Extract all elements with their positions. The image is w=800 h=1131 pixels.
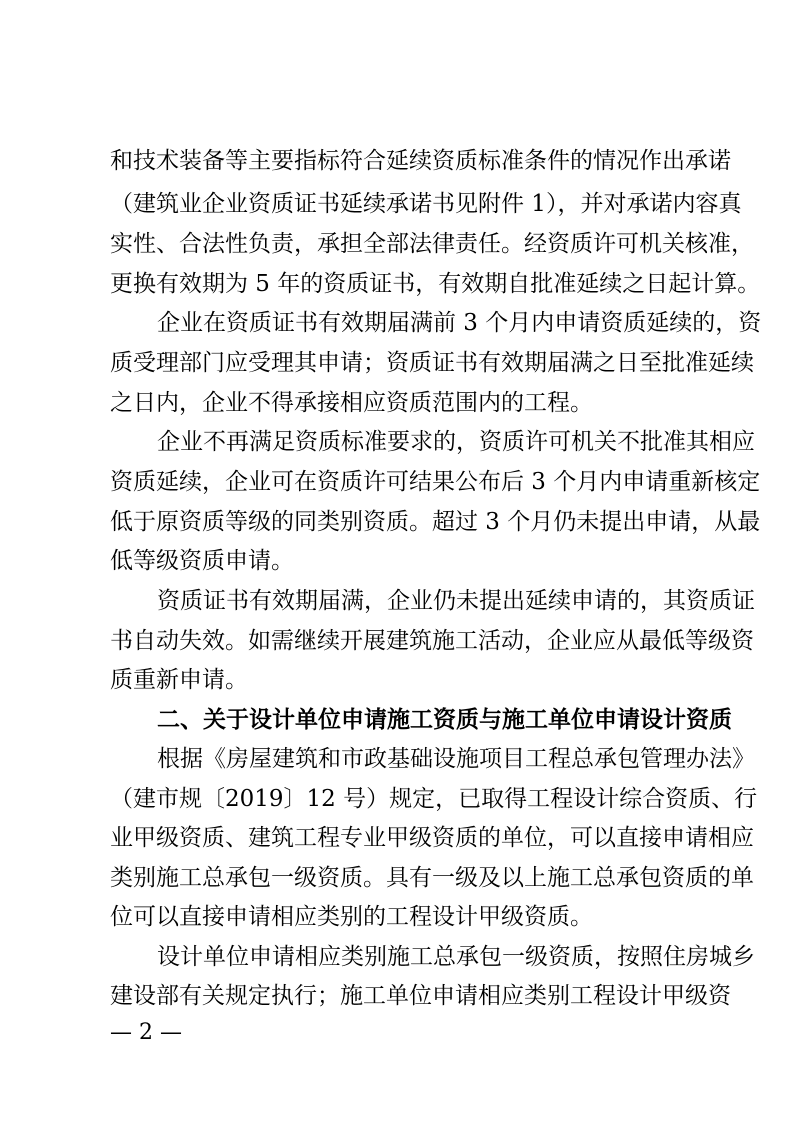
text-line: 企业在资质证书有效期届满前 3 个月内申请资质延续的，资 <box>157 310 762 336</box>
text-line: 和技术装备等主要指标符合延续资质标准条件的情况作出承诺 <box>110 148 731 174</box>
text-line: 低于原资质等级的同类别资质。超过 3 个月仍未提出申请，从最 <box>110 509 761 535</box>
text-line: 更换有效期为 5 年的资质证书，有效期自批准延续之日起计算。 <box>110 271 761 297</box>
text-line: 之日内，企业不得承接相应资质范围内的工程。 <box>110 390 593 416</box>
text-line: 业甲级资质、建筑工程专业甲级资质的单位，可以直接申请相应 <box>110 825 754 851</box>
page-number: — 2 — <box>110 1020 182 1045</box>
text-line: 书自动失效。如需继续开展建筑施工活动，企业应从最低等级资 <box>110 628 754 654</box>
text-line: 建设部有关规定执行；施工单位申请相应类别工程设计甲级资 <box>110 983 731 1009</box>
text-line: 实性、合法性负责，承担全部法律责任。经资质许可机关核准， <box>110 231 754 257</box>
section-heading: 二、关于设计单位申请施工资质与施工单位申请设计资质 <box>157 707 732 733</box>
text-line: 资质证书有效期届满，企业仍未提出延续申请的，其资质证 <box>157 588 755 614</box>
text-line: （建筑业企业资质证书延续承诺书见附件 1），并对承诺内容真 <box>110 191 742 217</box>
text-line: 根据《房屋建筑和市政基础设施项目工程总承包管理办法》 <box>157 746 755 772</box>
text-line: 设计单位申请相应类别施工总承包一级资质，按照住房城乡 <box>157 944 755 970</box>
text-line: 位可以直接申请相应类别的工程设计甲级资质。 <box>110 904 593 930</box>
text-line: 资质延续，企业可在资质许可结果公布后 3 个月内申请重新核定 <box>110 469 761 495</box>
text-line: 质重新申请。 <box>110 667 248 693</box>
text-line: 质受理部门应受理其申请；资质证书有效期届满之日至批准延续 <box>110 350 754 376</box>
text-line: 低等级资质申请。 <box>110 548 294 574</box>
text-line: 类别施工总承包一级资质。具有一级及以上施工总承包资质的单 <box>110 865 754 891</box>
text-line: 企业不再满足资质标准要求的，资质许可机关不批准其相应 <box>157 429 755 455</box>
text-line: （建市规〔2019〕12 号）规定，已取得工程设计综合资质、行 <box>110 786 758 812</box>
